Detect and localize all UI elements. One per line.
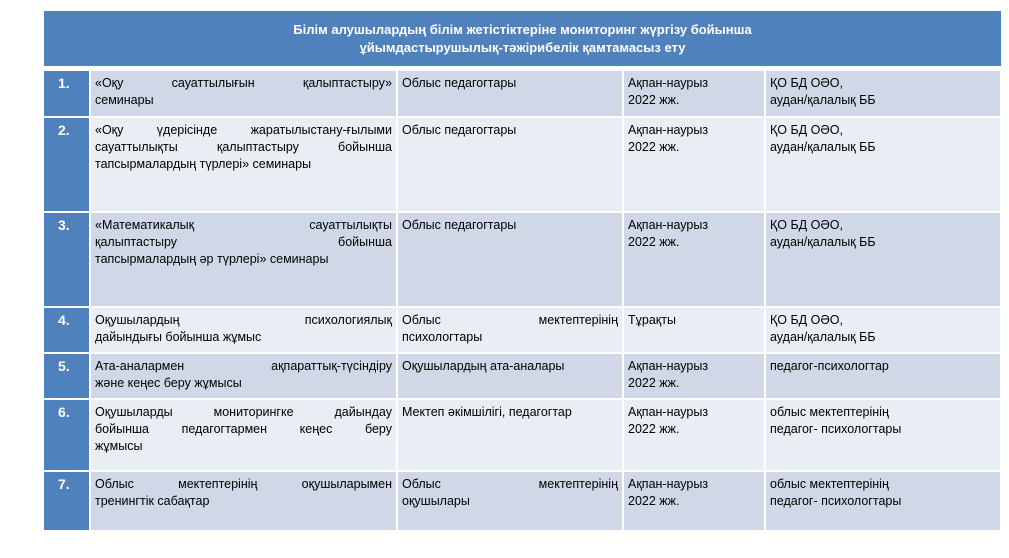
responsible-cell-line: ҚО БД ОӘО, (770, 76, 843, 90)
responsible-cell-line: педагог- психологтары (770, 422, 902, 436)
participants-cell-line: Облыс педагогтары (402, 76, 517, 90)
participants-cell-line: Облыс мектептерінің (402, 313, 618, 327)
period-cell-line: Ақпан-наурыз (628, 76, 709, 90)
responsible-cell (765, 471, 1001, 531)
period-cell-line: Ақпан-наурыз (628, 405, 709, 419)
responsible-cell-line: аудан/қалалық ББ (770, 235, 876, 249)
responsible-cell-line: педагог- психологтары (770, 494, 902, 508)
participants-cell (397, 117, 623, 212)
table-title (44, 11, 1001, 66)
row-number: 2. (44, 117, 90, 212)
participants-cell-line: психологтары (402, 330, 483, 344)
period-cell-line: 2022 жж. (628, 494, 680, 508)
participants-cell (397, 212, 623, 307)
title-line-1: Білім алушылардың білім жетістіктеріне мониторинг жүргізу бойынша (293, 21, 752, 37)
period-cell (623, 399, 765, 471)
event-cell-line: сауаттылықты қалыптастыру бойынша (95, 140, 392, 154)
event-cell (90, 117, 397, 212)
event-cell-line: қалыптастыру бойынша (95, 235, 392, 249)
participants-cell (397, 307, 623, 353)
period-cell-line: 2022 жж. (628, 140, 680, 154)
event-cell-line: тренингтік сабақтар (95, 494, 210, 508)
event-cell-line: «Оқу үдерісінде жаратылыстану-ғылыми (95, 123, 392, 137)
participants-cell-line: Облыс педагогтары (402, 123, 517, 137)
period-cell (623, 307, 765, 353)
title-line-2: ұйымдастырушылық-тәжірибелік қамтамасыз ету (359, 39, 686, 55)
participants-cell-line: Облыс педагогтары (402, 218, 517, 232)
event-cell (90, 353, 397, 399)
table-row (44, 353, 1001, 399)
responsible-cell-line: облыс мектептерінің (770, 405, 889, 419)
event-cell (90, 212, 397, 307)
period-cell-line: Тұрақты (628, 313, 676, 327)
participants-cell-line: Мектеп әкімшілігі, педагогтар (402, 405, 572, 419)
period-cell-line: 2022 жж. (628, 376, 680, 390)
period-cell-line: Ақпан-наурыз (628, 218, 709, 232)
events-table-body (44, 71, 1001, 531)
event-cell-line: «Математикалық сауаттылықты (95, 218, 392, 232)
table-row (44, 399, 1001, 471)
event-cell-line: дайындығы бойынша жұмыс (95, 330, 262, 344)
period-cell-line: Ақпан-наурыз (628, 477, 709, 491)
events-table (44, 71, 1002, 532)
event-cell-line: тапсырмалардың түрлері» семинары (95, 157, 312, 171)
participants-cell (397, 353, 623, 399)
row-number: 5. (44, 353, 90, 399)
table-row (44, 307, 1001, 353)
table-row (44, 212, 1001, 307)
event-cell-line: семинары (95, 93, 154, 107)
row-number: 7. (44, 471, 90, 531)
responsible-cell (765, 212, 1001, 307)
monitoring-plan-document (44, 11, 1001, 532)
event-cell (90, 307, 397, 353)
row-number: 6. (44, 399, 90, 471)
row-number: 4. (44, 307, 90, 353)
responsible-cell (765, 399, 1001, 471)
event-cell-line: жұмысы (95, 439, 143, 453)
participants-cell-line: оқушылары (402, 494, 470, 508)
period-cell-line: 2022 жж. (628, 422, 680, 436)
responsible-cell-line: аудан/қалалық ББ (770, 93, 876, 107)
participants-cell-line: Облыс мектептерінің (402, 477, 618, 491)
participants-cell (397, 399, 623, 471)
responsible-cell (765, 353, 1001, 399)
row-number: 3. (44, 212, 90, 307)
event-cell (90, 471, 397, 531)
table-row (44, 117, 1001, 212)
period-cell (623, 71, 765, 117)
participants-cell-line: Оқушылардың ата-аналары (402, 359, 565, 373)
row-number: 1. (44, 71, 90, 117)
table-row (44, 471, 1001, 531)
event-cell-line: Оқушыларды мониторингке дайындау (95, 405, 392, 419)
event-cell (90, 399, 397, 471)
period-cell (623, 471, 765, 531)
period-cell-line: Ақпан-наурыз (628, 359, 709, 373)
responsible-cell-line: облыс мектептерінің (770, 477, 889, 491)
responsible-cell (765, 117, 1001, 212)
period-cell-line: 2022 жж. (628, 93, 680, 107)
responsible-cell-line: аудан/қалалық ББ (770, 330, 876, 344)
period-cell-line: Ақпан-наурыз (628, 123, 709, 137)
period-cell-line: 2022 жж. (628, 235, 680, 249)
responsible-cell-line: педагог-психологтар (770, 359, 889, 373)
responsible-cell-line: ҚО БД ОӘО, (770, 218, 843, 232)
participants-cell (397, 71, 623, 117)
event-cell (90, 71, 397, 117)
event-cell-line: Оқушылардың психологиялық (95, 313, 392, 327)
period-cell (623, 212, 765, 307)
responsible-cell-line: ҚО БД ОӘО, (770, 313, 843, 327)
event-cell-line: тапсырмалардың әр түрлері» семинары (95, 252, 329, 266)
event-cell-line: бойынша педагогтармен кеңес беру (95, 422, 392, 436)
responsible-cell-line: аудан/қалалық ББ (770, 140, 876, 154)
period-cell (623, 353, 765, 399)
event-cell-line: Ата-аналармен ақпараттық-түсіндіру (95, 359, 392, 373)
period-cell (623, 117, 765, 212)
responsible-cell-line: ҚО БД ОӘО, (770, 123, 843, 137)
event-cell-line: және кеңес беру жұмысы (95, 376, 242, 390)
event-cell-line: Облыс мектептерінің оқушыларымен (95, 477, 392, 491)
participants-cell (397, 471, 623, 531)
responsible-cell (765, 307, 1001, 353)
responsible-cell (765, 71, 1001, 117)
event-cell-line: «Оқу сауаттылығын қалыптастыру» (95, 76, 392, 90)
table-row (44, 71, 1001, 117)
